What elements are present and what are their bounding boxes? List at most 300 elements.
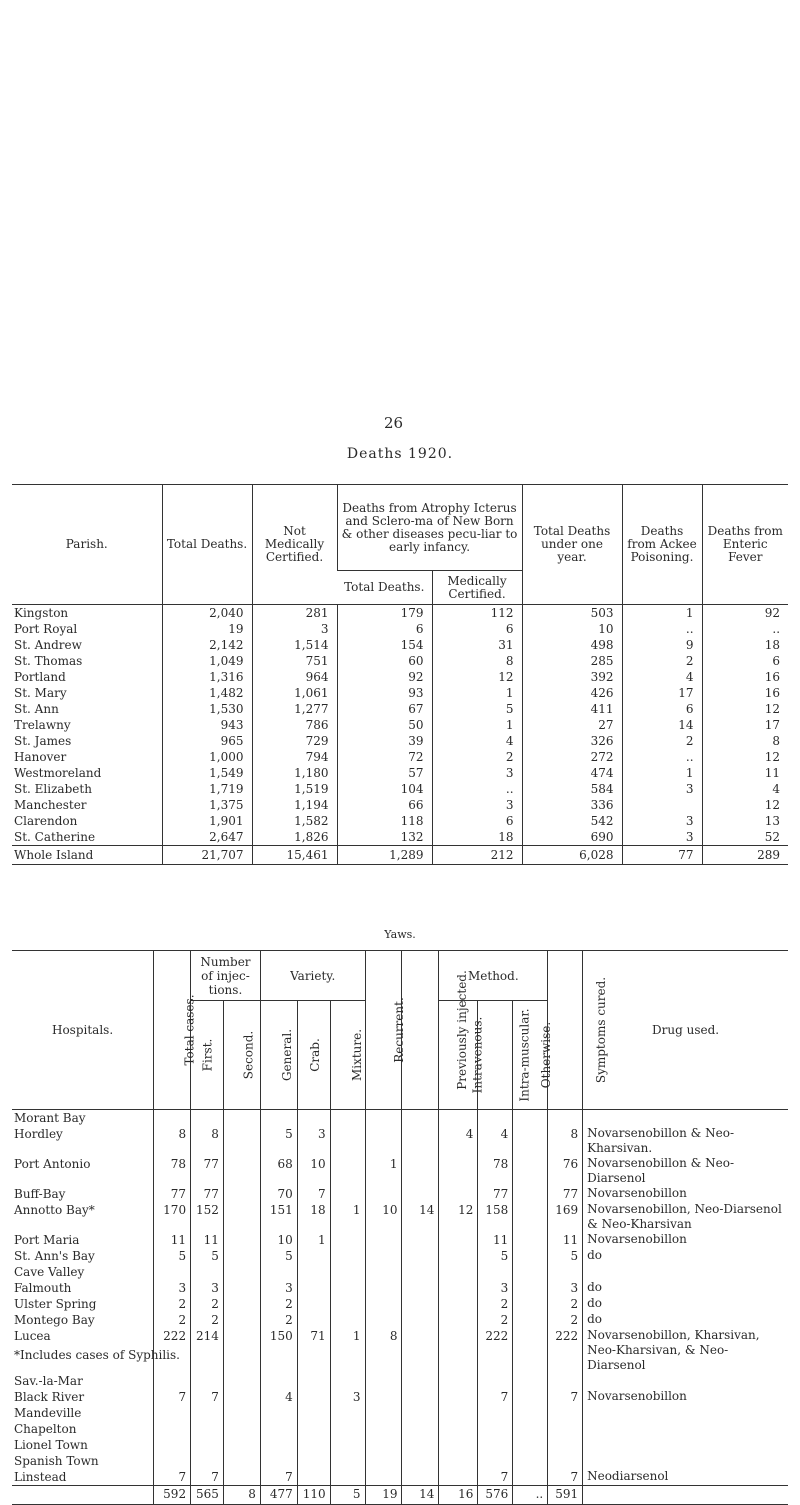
enteric-cell: 18 — [702, 637, 788, 653]
intramuscular-cell: 2 — [478, 1296, 513, 1312]
general-cell — [260, 1405, 297, 1421]
hospital-cell: Lionel Town — [14, 1438, 88, 1452]
atrophy-total-cell: 179 — [337, 605, 432, 622]
atrophy-total-cell: 6 — [337, 621, 432, 637]
drug-cell: Neodiarsenol — [583, 1469, 788, 1486]
intravenous-cell — [439, 1248, 478, 1264]
under-one-cell: 411 — [522, 701, 622, 717]
total-cases-cell: 2 — [154, 1312, 191, 1328]
total-cases-cell: 222 — [154, 1328, 191, 1373]
deaths-row — [12, 621, 788, 637]
header-intravenous-label: Intravenous. — [470, 1016, 485, 1094]
deaths-total-row — [12, 846, 788, 865]
ackee-cell: 6 — [622, 701, 702, 717]
recurrent-cell — [365, 1248, 402, 1264]
ackee-cell: 2 — [622, 733, 702, 749]
mixture-cell — [330, 1264, 365, 1280]
previously-injected-cell — [402, 1328, 439, 1373]
atrophy-certified-cell: 12 — [432, 669, 522, 685]
drug-cell — [583, 1421, 788, 1437]
otherwise-cell — [513, 1232, 548, 1248]
first-cell — [191, 1405, 224, 1421]
yaws-title: Yaws. — [384, 928, 416, 941]
first-cell: 77 — [191, 1186, 224, 1202]
general-cell: 10 — [260, 1232, 297, 1248]
total-deaths-cell: 1,000 — [162, 749, 252, 765]
hospital-cell: St. Ann's Bay — [14, 1249, 95, 1263]
not-certified-cell: 1,519 — [252, 781, 337, 797]
deaths-row — [12, 829, 788, 846]
hospital-cell: Hordley — [14, 1127, 63, 1141]
total-cases-cell — [154, 1453, 191, 1469]
mixture-cell — [330, 1453, 365, 1469]
atrophy-certified-cell: 31 — [432, 637, 522, 653]
header-general — [260, 1001, 297, 1110]
total-cases-cell — [154, 1373, 191, 1389]
header-hospitals: Hospitals. — [12, 951, 154, 1110]
drug-cell: do — [583, 1312, 788, 1328]
enteric-cell: 52 — [702, 829, 788, 846]
ackee-cell — [622, 797, 702, 813]
total-atrophy-total-cell: 1,289 — [337, 846, 432, 865]
drug-cell: Novarsenobillon, Kharsivan, Neo-Kharsivan, & Neo-Diarsenol — [583, 1328, 788, 1373]
general-cell: 2 — [260, 1312, 297, 1328]
hospital-cell: Morant Bay — [14, 1111, 86, 1125]
header-general-label: General. — [279, 1028, 294, 1082]
previously-injected-cell: 14 — [402, 1202, 439, 1232]
recurrent-cell — [365, 1421, 402, 1437]
hospital-cell: Falmouth — [14, 1281, 72, 1295]
symptoms-cured-cell — [548, 1405, 583, 1421]
deaths-row — [12, 749, 788, 765]
intramuscular-cell — [478, 1421, 513, 1437]
mixture-cell — [330, 1437, 365, 1453]
parish-cell: Westmoreland — [14, 766, 102, 780]
previously-injected-cell — [402, 1437, 439, 1453]
total-deaths-cell: 1,549 — [162, 765, 252, 781]
not-certified-cell: 1,061 — [252, 685, 337, 701]
crab-cell — [297, 1437, 330, 1453]
total-deaths-cell: 1,375 — [162, 797, 252, 813]
hospital-cell: Lucea — [14, 1329, 51, 1343]
hospital-cell: Port Antonio — [14, 1157, 91, 1171]
yaws-table — [12, 950, 788, 1505]
ackee-cell: 14 — [622, 717, 702, 733]
ackee-cell: 3 — [622, 781, 702, 797]
drug-cell — [583, 1110, 788, 1127]
intravenous-cell — [439, 1389, 478, 1405]
drug-cell — [583, 1373, 788, 1389]
first-cell: 8 — [191, 1126, 224, 1156]
yaws-row — [12, 1437, 788, 1453]
hospital-cell: Sav.-la-Mar — [14, 1374, 83, 1388]
intramuscular-cell: 7 — [478, 1469, 513, 1486]
total-deaths-cell: 943 — [162, 717, 252, 733]
header-variety-group: Variety. — [260, 951, 365, 1001]
recurrent-cell — [365, 1264, 402, 1280]
under-one-cell: 392 — [522, 669, 622, 685]
symptoms-cured-cell: 2 — [548, 1312, 583, 1328]
previously-injected-cell — [402, 1264, 439, 1280]
otherwise-cell — [513, 1202, 548, 1232]
mixture-cell — [330, 1296, 365, 1312]
general-cell: 2 — [260, 1296, 297, 1312]
symptoms-cured-cell: 11 — [548, 1232, 583, 1248]
first-cell: 77 — [191, 1156, 224, 1186]
intramuscular-cell: 11 — [478, 1232, 513, 1248]
symptoms-cured-cell — [548, 1437, 583, 1453]
crab-cell: 71 — [297, 1328, 330, 1373]
intramuscular-cell: 5 — [478, 1248, 513, 1264]
header-enteric: Deaths from Enteric Fever — [702, 485, 788, 605]
mixture-cell: 3 — [330, 1389, 365, 1405]
general-cell — [260, 1373, 297, 1389]
crab-cell — [297, 1421, 330, 1437]
total-enteric-cell: 289 — [702, 846, 788, 865]
header-first-label: First. — [200, 1038, 215, 1072]
second-cell — [223, 1469, 260, 1486]
hospital-cell: Montego Bay — [14, 1313, 95, 1327]
first-cell — [191, 1373, 224, 1389]
total-deaths-cell: 2,142 — [162, 637, 252, 653]
otherwise-cell — [513, 1469, 548, 1486]
total-otherwise-cell: .. — [513, 1486, 548, 1505]
otherwise-cell — [513, 1280, 548, 1296]
mixture-cell — [330, 1248, 365, 1264]
total-mixture-cell: 5 — [330, 1486, 365, 1505]
total-first-cell: 565 — [191, 1486, 224, 1505]
not-certified-cell: 729 — [252, 733, 337, 749]
first-cell: 214 — [191, 1328, 224, 1373]
symptoms-cured-cell — [548, 1421, 583, 1437]
otherwise-cell — [513, 1248, 548, 1264]
total-previously-injected-cell: 14 — [402, 1486, 439, 1505]
total-cases-cell: 7 — [154, 1389, 191, 1405]
mixture-cell — [330, 1373, 365, 1389]
intravenous-cell: 12 — [439, 1202, 478, 1232]
under-one-cell: 426 — [522, 685, 622, 701]
yaws-row — [12, 1248, 788, 1264]
hospital-cell: Cave Valley — [14, 1265, 85, 1279]
parish-cell: St. Catherine — [14, 830, 96, 844]
crab-cell — [297, 1389, 330, 1405]
header-not-certified: Not Medically Certified. — [252, 485, 337, 605]
hospital-cell: Port Maria — [14, 1233, 80, 1247]
header-total-cases-label: Total cases. — [182, 994, 197, 1066]
previously-injected-cell — [402, 1248, 439, 1264]
atrophy-total-cell: 67 — [337, 701, 432, 717]
recurrent-cell — [365, 1469, 402, 1486]
symptoms-cured-cell: 7 — [548, 1469, 583, 1486]
otherwise-cell — [513, 1264, 548, 1280]
yaws-total-row — [12, 1486, 788, 1505]
first-cell: 11 — [191, 1232, 224, 1248]
total-deaths-cell: 1,530 — [162, 701, 252, 717]
intravenous-cell — [439, 1328, 478, 1373]
header-method-group: Method. — [439, 951, 548, 1001]
drug-cell: Novarsenobillon — [583, 1232, 788, 1248]
deaths-row — [12, 685, 788, 701]
intramuscular-cell: 77 — [478, 1186, 513, 1202]
hospital-cell: Chapelton — [14, 1422, 77, 1436]
symptoms-cured-cell: 7 — [548, 1389, 583, 1405]
total-parish-cell: Whole Island — [12, 846, 162, 865]
not-certified-cell: 1,194 — [252, 797, 337, 813]
header-intramuscular-label: Intra-muscular. — [518, 1008, 533, 1102]
second-cell — [223, 1421, 260, 1437]
intramuscular-cell — [478, 1405, 513, 1421]
header-recurrent — [365, 951, 406, 1110]
crab-cell — [297, 1110, 330, 1127]
crab-cell — [297, 1280, 330, 1296]
deaths-row — [12, 781, 788, 797]
enteric-cell: 16 — [702, 685, 788, 701]
second-cell — [223, 1296, 260, 1312]
yaws-row — [12, 1312, 788, 1328]
total-cases-cell — [154, 1110, 191, 1127]
second-cell — [223, 1373, 260, 1389]
otherwise-cell — [513, 1312, 548, 1328]
header-atrophy-group: Deaths from Atrophy Icterus and Sclero-ma of New Born & other diseases pecu-liar to early infancy. — [337, 485, 522, 571]
not-certified-cell: 751 — [252, 653, 337, 669]
header-second-label: Second. — [241, 1030, 256, 1080]
drug-cell: do — [583, 1248, 788, 1264]
intramuscular-cell: 78 — [478, 1156, 513, 1186]
mixture-cell — [330, 1312, 365, 1328]
intravenous-cell — [439, 1264, 478, 1280]
yaws-row — [12, 1405, 788, 1421]
intramuscular-cell: 158 — [478, 1202, 513, 1232]
header-recurrent-label: Recurrent. — [391, 997, 406, 1063]
otherwise-cell — [513, 1421, 548, 1437]
atrophy-total-cell: 92 — [337, 669, 432, 685]
not-certified-cell: 786 — [252, 717, 337, 733]
under-one-cell: 498 — [522, 637, 622, 653]
second-cell — [223, 1202, 260, 1232]
first-cell: 5 — [191, 1248, 224, 1264]
parish-cell: St. Mary — [14, 686, 67, 700]
intravenous-cell — [439, 1469, 478, 1486]
total-atrophy-certified-cell: 212 — [432, 846, 522, 865]
crab-cell — [297, 1373, 330, 1389]
total-recurrent-cell: 19 — [365, 1486, 402, 1505]
recurrent-cell — [365, 1126, 402, 1156]
crab-cell: 1 — [297, 1232, 330, 1248]
drug-cell: Novarsenobillon — [583, 1389, 788, 1405]
intravenous-cell — [439, 1373, 478, 1389]
hospital-cell: Mandeville — [14, 1406, 82, 1420]
total-ackee-cell: 77 — [622, 846, 702, 865]
atrophy-certified-cell: .. — [432, 781, 522, 797]
otherwise-cell — [513, 1405, 548, 1421]
page-number: 26 — [384, 414, 404, 432]
header-parish: Parish. — [12, 485, 162, 605]
intravenous-cell — [439, 1156, 478, 1186]
header-drug-used: Drug used. — [583, 951, 788, 1110]
hospital-cell: Spanish Town — [14, 1454, 99, 1468]
symptoms-cured-cell — [548, 1453, 583, 1469]
parish-cell: Portland — [14, 670, 66, 684]
drug-cell: Novarsenobillon & Neo-Diarsenol — [583, 1156, 788, 1186]
yaws-row — [12, 1280, 788, 1296]
header-under-one: Total Deaths under one year. — [522, 485, 622, 605]
intramuscular-cell — [478, 1437, 513, 1453]
atrophy-certified-cell: 6 — [432, 621, 522, 637]
previously-injected-cell — [402, 1405, 439, 1421]
general-cell — [260, 1437, 297, 1453]
drug-cell — [583, 1453, 788, 1469]
atrophy-total-cell: 57 — [337, 765, 432, 781]
general-cell: 3 — [260, 1280, 297, 1296]
atrophy-total-cell: 72 — [337, 749, 432, 765]
atrophy-total-cell: 132 — [337, 829, 432, 846]
drug-cell: Novarsenobillon, Neo-Diarsenol & Neo-Kharsivan — [583, 1202, 788, 1232]
total-deaths-cell: 1,316 — [162, 669, 252, 685]
general-cell: 68 — [260, 1156, 297, 1186]
second-cell — [223, 1389, 260, 1405]
header-atrophy-certified: Medically Certified. — [432, 571, 522, 605]
drug-cell: Novarsenobillon — [583, 1186, 788, 1202]
deaths-table — [12, 484, 788, 865]
mixture-cell — [330, 1156, 365, 1186]
atrophy-total-cell: 104 — [337, 781, 432, 797]
yaws-row — [12, 1421, 788, 1437]
previously-injected-cell — [402, 1186, 439, 1202]
total-cases-cell: 170 — [154, 1202, 191, 1232]
recurrent-cell — [365, 1389, 402, 1405]
otherwise-cell — [513, 1186, 548, 1202]
total-cases-cell: 11 — [154, 1232, 191, 1248]
total-total-cases-cell: 592 — [154, 1486, 191, 1505]
enteric-cell: 92 — [702, 605, 788, 622]
otherwise-cell — [513, 1126, 548, 1156]
yaws-row — [12, 1389, 788, 1405]
total-deaths-cell: 1,482 — [162, 685, 252, 701]
crab-cell — [297, 1453, 330, 1469]
first-cell: 7 — [191, 1389, 224, 1405]
total-intramuscular-cell: 576 — [478, 1486, 513, 1505]
yaws-row — [12, 1453, 788, 1469]
hospital-cell: Black River — [14, 1390, 85, 1404]
yaws-row — [12, 1156, 788, 1186]
previously-injected-cell — [402, 1389, 439, 1405]
first-cell: 152 — [191, 1202, 224, 1232]
enteric-cell: 17 — [702, 717, 788, 733]
total-hospital-cell — [12, 1486, 154, 1505]
crab-cell — [297, 1469, 330, 1486]
drug-cell: do — [583, 1280, 788, 1296]
first-cell — [191, 1437, 224, 1453]
ackee-cell: .. — [622, 621, 702, 637]
enteric-cell: 12 — [702, 701, 788, 717]
header-mixture — [330, 1001, 365, 1110]
intravenous-cell — [439, 1453, 478, 1469]
header-injections-group: Number of injec-tions. — [191, 951, 261, 1001]
second-cell — [223, 1186, 260, 1202]
under-one-cell: 27 — [522, 717, 622, 733]
symptoms-cured-cell: 77 — [548, 1186, 583, 1202]
symptoms-cured-cell: 76 — [548, 1156, 583, 1186]
enteric-cell: 13 — [702, 813, 788, 829]
intravenous-cell — [439, 1280, 478, 1296]
general-cell — [260, 1453, 297, 1469]
crab-cell: 3 — [297, 1126, 330, 1156]
atrophy-total-cell: 50 — [337, 717, 432, 733]
yaws-row — [12, 1232, 788, 1248]
parish-cell: Hanover — [14, 750, 67, 764]
deaths-row — [12, 701, 788, 717]
otherwise-cell — [513, 1328, 548, 1373]
otherwise-cell — [513, 1296, 548, 1312]
intravenous-cell — [439, 1110, 478, 1127]
deaths-row — [12, 813, 788, 829]
general-cell — [260, 1110, 297, 1127]
mixture-cell: 1 — [330, 1328, 365, 1373]
header-previously-injected — [402, 951, 470, 1110]
atrophy-total-cell: 60 — [337, 653, 432, 669]
recurrent-cell — [365, 1186, 402, 1202]
intramuscular-cell — [478, 1453, 513, 1469]
mixture-cell — [330, 1126, 365, 1156]
general-cell — [260, 1264, 297, 1280]
general-cell: 4 — [260, 1389, 297, 1405]
atrophy-total-cell: 39 — [337, 733, 432, 749]
crab-cell: 7 — [297, 1186, 330, 1202]
total-cases-cell — [154, 1405, 191, 1421]
first-cell: 2 — [191, 1296, 224, 1312]
first-cell — [191, 1110, 224, 1127]
not-certified-cell: 1,514 — [252, 637, 337, 653]
yaws-row — [12, 1202, 788, 1232]
yaws-row — [12, 1264, 788, 1280]
previously-injected-cell — [402, 1126, 439, 1156]
intravenous-cell — [439, 1437, 478, 1453]
ackee-cell: 1 — [622, 605, 702, 622]
deaths-row — [12, 669, 788, 685]
ackee-cell: 3 — [622, 813, 702, 829]
drug-cell: do — [583, 1296, 788, 1312]
atrophy-certified-cell: 3 — [432, 765, 522, 781]
first-cell: 2 — [191, 1312, 224, 1328]
parish-cell: Manchester — [14, 798, 87, 812]
second-cell — [223, 1232, 260, 1248]
first-cell — [191, 1264, 224, 1280]
enteric-cell: 4 — [702, 781, 788, 797]
previously-injected-cell — [402, 1280, 439, 1296]
under-one-cell: 503 — [522, 605, 622, 622]
deaths-row — [12, 605, 788, 622]
intramuscular-cell: 7 — [478, 1389, 513, 1405]
atrophy-certified-cell: 1 — [432, 717, 522, 733]
intramuscular-cell — [478, 1264, 513, 1280]
enteric-cell: 12 — [702, 749, 788, 765]
deaths-row — [12, 637, 788, 653]
not-certified-cell: 1,180 — [252, 765, 337, 781]
total-second-cell: 8 — [223, 1486, 260, 1505]
under-one-cell: 326 — [522, 733, 622, 749]
footnote: *Includes cases of Syphilis. — [14, 1348, 180, 1362]
total-cases-cell: 8 — [154, 1126, 191, 1156]
total-cases-cell: 5 — [154, 1248, 191, 1264]
intravenous-cell — [439, 1405, 478, 1421]
symptoms-cured-cell: 169 — [548, 1202, 583, 1232]
header-symptoms-cured-label: Symptoms cured. — [594, 976, 609, 1084]
parish-cell: St. Andrew — [14, 638, 82, 652]
symptoms-cured-cell — [548, 1373, 583, 1389]
header-otherwise-label: Otherwise. — [539, 1021, 554, 1089]
not-certified-cell: 1,826 — [252, 829, 337, 846]
first-cell — [191, 1421, 224, 1437]
